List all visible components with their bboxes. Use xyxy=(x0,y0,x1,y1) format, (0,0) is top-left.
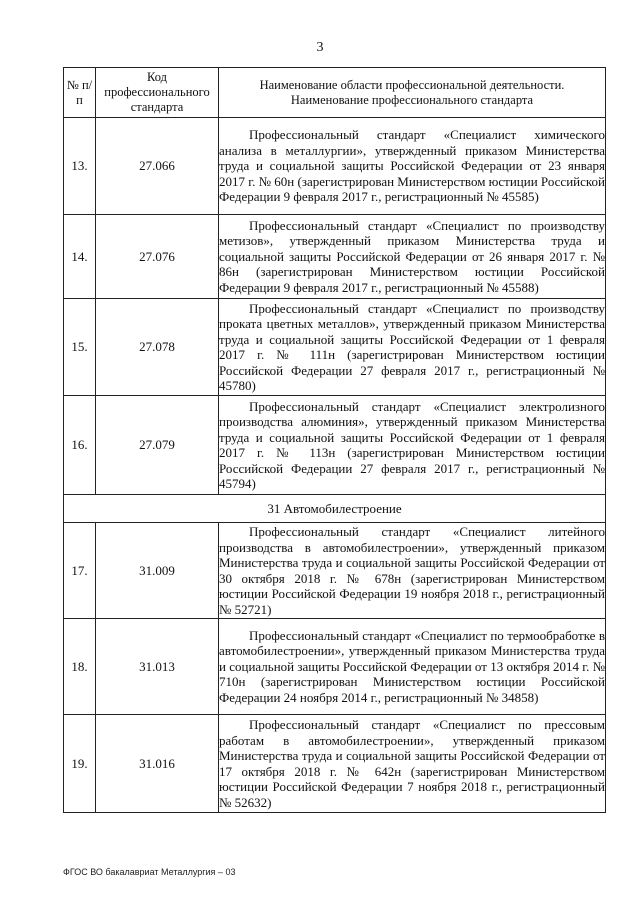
table-row xyxy=(64,523,606,619)
standard-description: Профессиональный стандарт «Специалист электролизного производства алюминия», утвержденный приказом Министерства труда и социальной защиты Российской Федерации от 1 февраля 2017 г. № 113н (зарегистрирован Министерством юстиции Российской Федерации 27 февраля 2017 г., регистрационный № 45794) xyxy=(219,396,606,495)
standard-code: 27.079 xyxy=(96,396,219,495)
header-name xyxy=(219,68,606,118)
table-row xyxy=(64,118,606,215)
table-header-row xyxy=(64,68,606,118)
header-number: № п/п xyxy=(64,68,96,118)
table-row xyxy=(64,215,606,299)
standard-code: 31.016 xyxy=(96,715,219,813)
row-number: 16. xyxy=(64,396,96,495)
table-row xyxy=(64,715,606,813)
page-number: 3 xyxy=(316,40,324,55)
document-footer: ФГОС ВО бакалавриат Металлургия – 03 xyxy=(63,867,236,877)
standard-description: Профессиональный стандарт «Специалист химического анализа в металлургии», утвержденный приказом Министерства труда и социальной защиты Российской Федерации от 23 января 2017 г. № 60н (зарегистрирован Министерством юстиции Российской Федерации 9 февраля 2017 г., регистрационный № 45585) xyxy=(219,118,606,215)
standard-description: Профессиональный стандарт «Специалист литейного производства в автомобилестроении», утвержденный приказом Министерства труда и социальной защиты Российской Федерации от 30 октября 2018 г. № 678н (зарегистрирован Министерством юстиции Российской Федерации 19 ноября 2018 г., регистрационный № 52721) xyxy=(219,524,605,617)
header-code: Код профессионального стандарта xyxy=(96,68,219,118)
standard-code: 31.009 xyxy=(96,523,219,619)
row-number: 15. xyxy=(64,299,96,396)
table-row xyxy=(64,299,606,396)
section-title: 31 Автомобилестроение xyxy=(64,495,606,523)
standard-code: 27.078 xyxy=(96,299,219,396)
row-number: 18. xyxy=(64,619,96,715)
standard-code: 27.076 xyxy=(96,215,219,299)
standard-description: Профессиональный стандарт «Специалист по производству проката цветных металлов», утвержденный приказом Министерства труда и социальной защиты Российской Федерации от 1 февраля 2017 г. № 111н (зарегистрирован Министерством юстиции Российской Федерации 27 февраля 2017 г., регистрационный № 45780) xyxy=(219,299,606,396)
standard-description: Профессиональный стандарт «Специалист по производству метизов», утвержденный приказом Министерства труда и социальной защиты Российской Федерации от 26 января 2017 г. № 86н (зарегистрирован Министерством юстиции Российской Федерации 9 февраля 2017 г., регистрационный № 45588) xyxy=(219,215,606,299)
professional-standards-table xyxy=(63,67,606,813)
row-number: 19. xyxy=(64,715,96,813)
standard-description: Профессиональный стандарт «Специалист по прессовым работам в автомобилестроении», утвержденный приказом Министерства труда и социальной защиты Российской Федерации от 17 октября 2018 г. № 642н (зарегистрирован Министерством юстиции Российской Федерации 7 ноября 2018 г., регистрационный № 52632) xyxy=(219,715,606,813)
row-number: 13. xyxy=(64,118,96,215)
table-row xyxy=(64,619,606,715)
standard-code: 27.066 xyxy=(96,118,219,215)
standard-description: Профессиональный стандарт «Специалист по термообработке в автомобилестроении», утвержденный приказом Министерства труда и социальной защиты Российской Федерации от 13 октября 2014 г. № 710н (зарегистрирован Министерством юстиции Российской Федерации 24 ноября 2014 г., регистрационный № 34858) xyxy=(219,619,606,715)
standard-code: 31.013 xyxy=(96,619,219,715)
header-name-line-2: Наименование профессионального стандарта xyxy=(290,92,534,107)
row-number: 17. xyxy=(64,523,96,619)
row-number: 14. xyxy=(64,215,96,299)
header-name-line-1: Наименование области профессиональной деятельности. xyxy=(259,77,565,92)
table-row xyxy=(64,396,606,495)
section-row xyxy=(64,495,606,523)
